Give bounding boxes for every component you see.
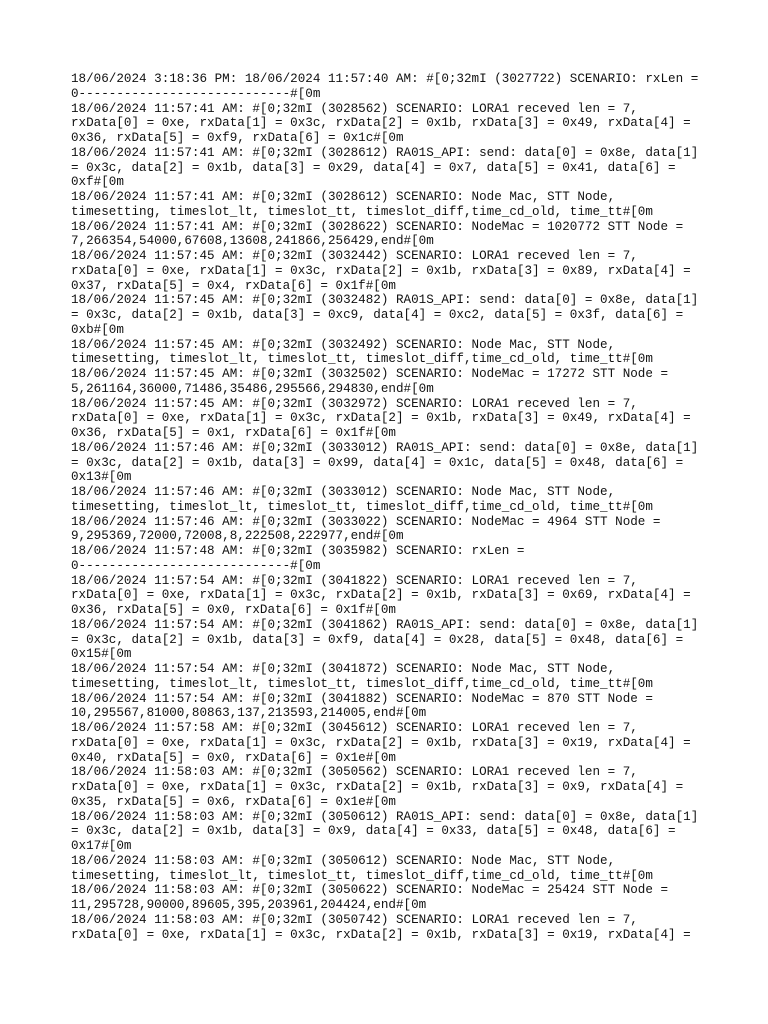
log-line: = 0x3c, data[2] = 0x1b, data[3] = 0xf9, data[4] = 0x28, data[5] = 0x48, data[6] = xyxy=(71,632,684,647)
log-line: = 0x3c, data[2] = 0x1b, data[3] = 0x99, data[4] = 0x1c, data[5] = 0x48, data[6] = xyxy=(71,455,684,470)
log-line: 10,295567,81000,80863,137,213593,214005,end#[0m xyxy=(71,706,427,721)
log-line: rxData[0] = 0xe, rxData[1] = 0x3c, rxData[2] = 0x1b, rxData[3] = 0x9, rxData[4] = xyxy=(71,780,684,794)
log-line: rxData[0] = 0xe, rxData[1] = 0x3c, rxData[2] = 0x1b, rxData[3] = 0x69, rxData[4] = xyxy=(71,588,691,603)
log-line: 18/06/2024 11:57:45 AM: #[0;32mI (3032972) SCENARIO: LORA1 receved len = 7, xyxy=(71,396,638,411)
log-line: 18/06/2024 11:58:03 AM: #[0;32mI (3050622) SCENARIO: NodeMac = 25424 STT Node = xyxy=(71,883,669,898)
log-line: rxData[0] = 0xe, rxData[1] = 0x3c, rxData[2] = 0x1b, rxData[3] = 0x49, rxData[4] = xyxy=(71,116,691,131)
log-line: 18/06/2024 11:57:41 AM: #[0;32mI (3028612) SCENARIO: Node Mac, STT Node, xyxy=(71,190,616,204)
log-line: 18/06/2024 11:57:45 AM: #[0;32mI (3032502) SCENARIO: NodeMac = 17272 STT Node = xyxy=(71,367,669,381)
log-line: 11,295728,90000,89605,395,203961,204424,end#[0m xyxy=(71,898,427,912)
log-line: 9,295369,72000,72008,8,222508,222977,end#[0m xyxy=(71,529,404,544)
log-line: 18/06/2024 11:57:41 AM: #[0;32mI (3028622) SCENARIO: NodeMac = 1020772 STT Node = xyxy=(71,219,684,234)
log-line: 18/06/2024 11:57:46 AM: #[0;32mI (3033012) SCENARIO: Node Mac, STT Node, xyxy=(71,485,616,499)
log-line: 0x15#[0m xyxy=(71,647,132,662)
log-line: 18/06/2024 11:58:03 AM: #[0;32mI (3050612) SCENARIO: Node Mac, STT Node, xyxy=(71,853,616,868)
log-line: = 0x3c, data[2] = 0x1b, data[3] = 0x29, data[4] = 0x7, data[5] = 0x41, data[6] = xyxy=(71,160,676,175)
log-line: = 0x3c, data[2] = 0x1b, data[3] = 0xc9, data[4] = 0xc2, data[5] = 0x3f, data[6] = xyxy=(71,308,684,322)
log-line: 18/06/2024 11:58:03 AM: #[0;32mI (3050612) RA01S_API: send: data[0] = 0x8e, data[1] xyxy=(71,809,699,824)
log-line: 0x35, rxData[5] = 0x6, rxData[6] = 0x1e#[0m xyxy=(71,794,396,809)
log-line: 18/06/2024 3:18:36 PM: 18/06/2024 11:57:40 AM: #[0;32mI (3027722) SCENARIO: rxLen = xyxy=(71,72,699,86)
log-line: 18/06/2024 11:57:48 AM: #[0;32mI (3035982) SCENARIO: rxLen = xyxy=(71,544,525,558)
log-line: timesetting, timeslot_lt, timeslot_tt, timeslot_diff,time_cd_old, time_tt#[0m xyxy=(71,204,653,219)
log-line: 18/06/2024 11:57:54 AM: #[0;32mI (3041872) SCENARIO: Node Mac, STT Node, xyxy=(71,662,616,676)
log-line: 0xf#[0m xyxy=(71,175,124,190)
log-line: 0----------------------------#[0m xyxy=(71,558,321,573)
log-line: 18/06/2024 11:57:54 AM: #[0;32mI (3041882) SCENARIO: NodeMac = 870 STT Node = xyxy=(71,691,653,706)
log-line: timesetting, timeslot_lt, timeslot_tt, timeslot_diff,time_cd_old, time_tt#[0m xyxy=(71,499,653,514)
log-line: 18/06/2024 11:57:45 AM: #[0;32mI (3032482) RA01S_API: send: data[0] = 0x8e, data[1] xyxy=(71,293,699,308)
log-line: 18/06/2024 11:57:45 AM: #[0;32mI (3032442) SCENARIO: LORA1 receved len = 7, xyxy=(71,249,638,263)
log-line: 18/06/2024 11:57:45 AM: #[0;32mI (3032492) SCENARIO: Node Mac, STT Node, xyxy=(71,337,616,352)
log-line: rxData[0] = 0xe, rxData[1] = 0x3c, rxData[2] = 0x1b, rxData[3] = 0x19, rxData[4] = xyxy=(71,735,691,750)
log-line: 18/06/2024 11:58:03 AM: #[0;32mI (3050562) SCENARIO: LORA1 receved len = 7, xyxy=(71,765,638,780)
log-line: timesetting, timeslot_lt, timeslot_tt, timeslot_diff,time_cd_old, time_tt#[0m xyxy=(71,868,653,883)
log-line: 0x40, rxData[5] = 0x0, rxData[6] = 0x1e#[0m xyxy=(71,750,396,765)
log-line: 0x36, rxData[5] = 0xf9, rxData[6] = 0x1c#[0m xyxy=(71,131,404,145)
log-line: 0x37, rxData[5] = 0x4, rxData[6] = 0x1f#[0m xyxy=(71,278,396,293)
log-line: = 0x3c, data[2] = 0x1b, data[3] = 0x9, data[4] = 0x33, data[5] = 0x48, data[6] = xyxy=(71,824,676,839)
log-line: 0x36, rxData[5] = 0x0, rxData[6] = 0x1f#[0m xyxy=(71,603,396,617)
log-line: 0x36, rxData[5] = 0x1, rxData[6] = 0x1f#[0m xyxy=(71,426,396,440)
log-line: 5,261164,36000,71486,35486,295566,294830,end#[0m xyxy=(71,381,434,396)
log-line: 18/06/2024 11:57:46 AM: #[0;32mI (3033022) SCENARIO: NodeMac = 4964 STT Node = xyxy=(71,514,661,529)
log-line: 18/06/2024 11:57:54 AM: #[0;32mI (3041862) RA01S_API: send: data[0] = 0x8e, data[1] xyxy=(71,617,699,632)
log-line: 7,266354,54000,67608,13608,241866,256429,end#[0m xyxy=(71,234,434,249)
log-line: timesetting, timeslot_lt, timeslot_tt, timeslot_diff,time_cd_old, time_tt#[0m xyxy=(71,352,653,367)
log-document xyxy=(71,72,711,942)
log-line: 18/06/2024 11:57:46 AM: #[0;32mI (3033012) RA01S_API: send: data[0] = 0x8e, data[1] xyxy=(71,440,699,455)
log-line: 0xb#[0m xyxy=(71,322,124,337)
log-line: timesetting, timeslot_lt, timeslot_tt, timeslot_diff,time_cd_old, time_tt#[0m xyxy=(71,676,653,691)
log-line: 0x13#[0m xyxy=(71,470,132,485)
log-line: 18/06/2024 11:57:58 AM: #[0;32mI (3045612) SCENARIO: LORA1 receved len = 7, xyxy=(71,721,638,735)
log-line: 18/06/2024 11:58:03 AM: #[0;32mI (3050742) SCENARIO: LORA1 receved len = 7, xyxy=(71,912,638,927)
log-line: rxData[0] = 0xe, rxData[1] = 0x3c, rxData[2] = 0x1b, rxData[3] = 0x89, rxData[4] = xyxy=(71,263,691,278)
log-line: rxData[0] = 0xe, rxData[1] = 0x3c, rxData[2] = 0x1b, rxData[3] = 0x19, rxData[4] = xyxy=(71,927,691,942)
log-line: 18/06/2024 11:57:41 AM: #[0;32mI (3028612) RA01S_API: send: data[0] = 0x8e, data[1] xyxy=(71,145,699,160)
log-line: 18/06/2024 11:57:54 AM: #[0;32mI (3041822) SCENARIO: LORA1 receved len = 7, xyxy=(71,573,638,588)
log-line: 0----------------------------#[0m xyxy=(71,86,321,101)
log-line: rxData[0] = 0xe, rxData[1] = 0x3c, rxData[2] = 0x1b, rxData[3] = 0x49, rxData[4] = xyxy=(71,411,691,426)
log-line: 0x17#[0m xyxy=(71,839,132,853)
log-line: 18/06/2024 11:57:41 AM: #[0;32mI (3028562) SCENARIO: LORA1 receved len = 7, xyxy=(71,101,638,116)
